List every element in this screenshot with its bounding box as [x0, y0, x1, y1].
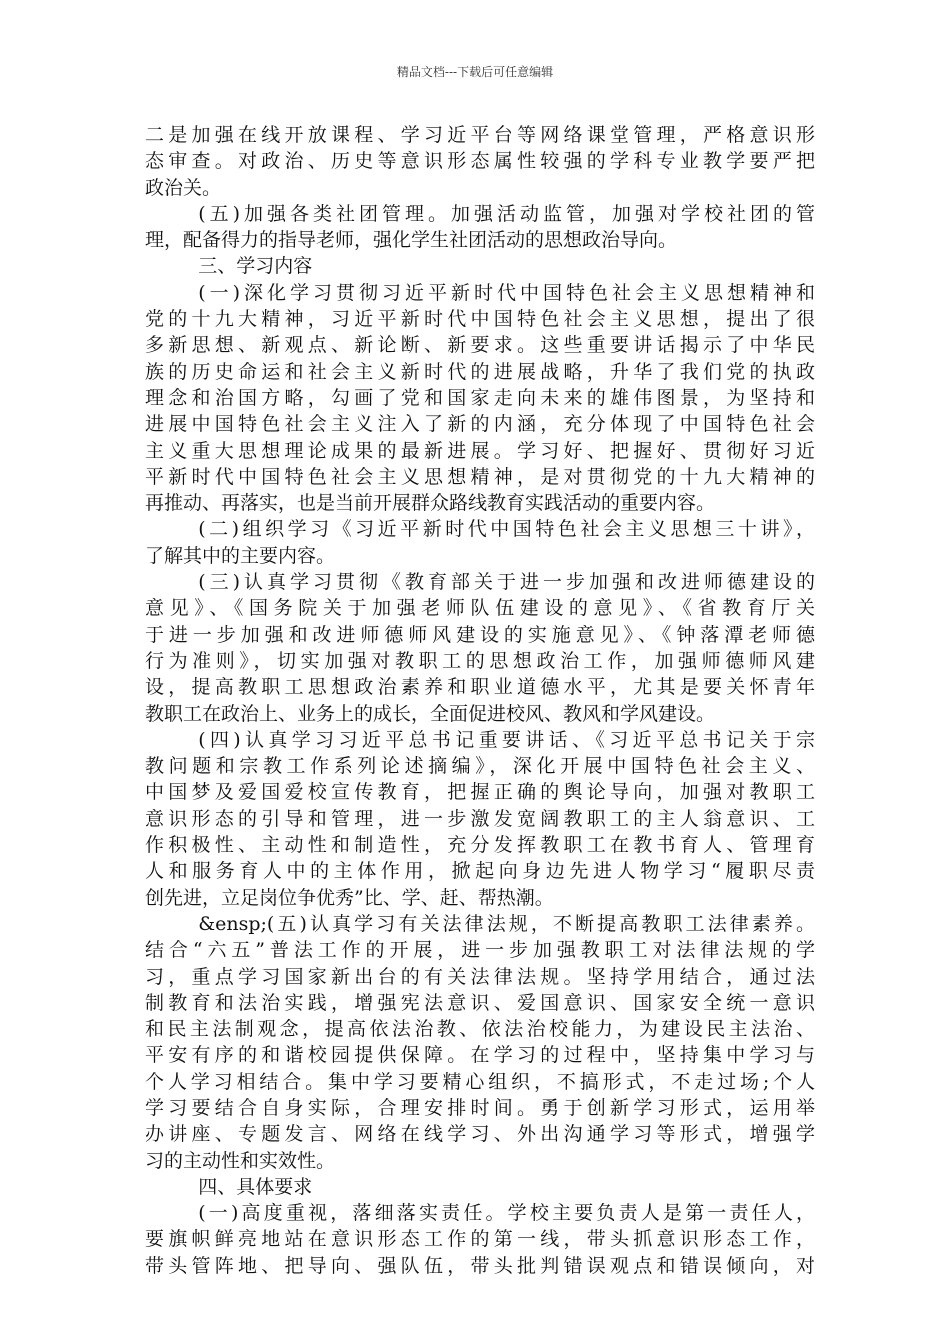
text-line: 创先进，立足岗位争优秀”比、学、赶、帮热潮。: [145, 886, 554, 909]
text-line: 要旗帜鲜亮地站在意识形态工作的第一线，带头抓意识形态工作，: [145, 1228, 815, 1251]
text-line: 行为准则》，切实加强对教职工的思想政治工作，加强师德师风建: [145, 649, 815, 672]
text-line: 再推动、再落实，也是当前开展群众路线教育实践活动的重要内容。: [145, 492, 716, 515]
text-line: 结合“六五”普法工作的开展，进一步加强教职工对法律法规的学: [145, 939, 815, 962]
text-line: 了解其中的主要内容。: [145, 544, 336, 567]
heading-text: 三、学习内容: [198, 255, 313, 278]
text-line: 党的十九大精神，习近平新时代中国特色社会主义思想，提出了很: [145, 308, 815, 331]
text-line: 制教育和法治实践，增强宪法意识、爱国意识、国家安全统一意识: [145, 991, 815, 1014]
text-line: 学习要结合自身实际，合理安排时间。勇于创新学习形式，运用举: [145, 1096, 815, 1119]
text-line: 设，提高教职工思想政治素养和职业道德水平，尤其是要关怀青年: [145, 676, 815, 699]
section-heading-specific-requirements: [145, 1174, 815, 1200]
text-line: 平新时代中国特色社会主义思想精神，是对贯彻党的十九大精神的: [145, 465, 815, 488]
text-line: 教问题和宗教工作系列论述摘编》，深化开展中国特色社会主义、: [145, 755, 815, 778]
text-line: (一)高度重视，落细落实责任。学校主要负责人是第一责任人，: [198, 1202, 815, 1225]
paragraph-study-item-1: [145, 280, 815, 517]
paragraph-requirement-item-1: [145, 1200, 815, 1279]
paragraph-study-item-3: [145, 569, 815, 727]
text-line: 习，重点学习国家新出台的有关法律法规。坚持学用结合，通过法: [145, 965, 815, 988]
text-line: 态审查。对政治、历史等意识形态属性较强的学科专业教学要严把: [145, 150, 815, 173]
text-line: 理念和治国方略，勾画了党和国家走向未来的雄伟图景，为坚持和: [145, 386, 815, 409]
text-line: 意识形态的引导和管理，进一步激发宽阔教职工的主人翁意识、工: [145, 807, 815, 830]
text-line: 个人学习相结合。集中学习要精心组织，不搞形式，不走过场;个人: [145, 1070, 815, 1093]
text-line: 族的历史命运和社会主义新时代的进展战略，升华了我们党的执政: [145, 360, 815, 383]
text-line: (五)加强各类社团管理。加强活动监管，加强对学校社团的管: [198, 202, 815, 225]
section-heading-study-content: [145, 253, 815, 279]
text-line: (一)深化学习贯彻习近平新时代中国特色社会主义思想精神和: [198, 281, 815, 304]
text-line: 二是加强在线开放课程、学习近平台等网络课堂管理，严格意识形: [145, 124, 815, 146]
text-line: 平安有序的和谐校园提供保障。在学习的过程中，坚持集中学习与: [145, 1044, 815, 1067]
text-line: 多新思想、新观点、新论断、新要求。这些重要讲话揭示了中华民: [145, 334, 815, 357]
text-line: 中国梦及爱国爱校宣传教育，把握正确的舆论导向，加强对教职工: [145, 781, 815, 804]
text-line: 于进一步加强和改进师德师风建设的实施意见》、《钟落潭老师德: [145, 623, 815, 646]
paragraph-study-item-4: [145, 727, 815, 911]
document-body: [145, 122, 815, 1279]
paragraph-study-item-5: [145, 911, 815, 1174]
text-line: 意见》、《国务院关于加强老师队伍建设的意见》、《省教育厅关: [145, 597, 815, 620]
text-line: &ensp;(五)认真学习有关法律法规，不断提高教职工法律素养。: [198, 912, 815, 935]
text-line: 作积极性、主动性和制造性，充分发挥教职工在教书育人、管理育: [145, 834, 815, 857]
text-line: 和民主法制观念，提高依法治教、依法治校能力，为建设民主法治、: [145, 1018, 815, 1041]
text-line: 进展中国特色社会主义注入了新的内涵，充分体现了中国特色社会: [145, 413, 815, 436]
paragraph-online-courses: [145, 122, 815, 201]
text-line: 带头管阵地、把导向、强队伍，带头批判错误观点和错误倾向，对: [145, 1254, 815, 1277]
paragraph-study-item-2: [145, 516, 815, 569]
text-line: 办讲座、专题发言、网络在线学习、外出沟通学习等形式，增强学: [145, 1123, 815, 1146]
text-line: 习的主动性和实效性。: [145, 1149, 336, 1172]
text-line: 理，配备得力的指导老师，强化学生社团活动的思想政治导向。: [145, 229, 678, 252]
heading-text: 四、具体要求: [198, 1175, 313, 1198]
text-line: (三)认真学习贯彻《教育部关于进一步加强和改进师德建设的: [198, 571, 815, 594]
text-line: (二)组织学习《习近平新时代中国特色社会主义思想三十讲》，: [198, 518, 815, 541]
text-line: (四)认真学习习近平总书记重要讲话、《习近平总书记关于宗: [198, 728, 815, 751]
text-line: 主义重大思想理论成果的最新进展。学习好、把握好、贯彻好习近: [145, 439, 815, 462]
text-line: 人和服务育人中的主体作用，掀起向身边先进人物学习“履职尽责: [145, 860, 815, 883]
paragraph-clubs: [145, 201, 815, 254]
page-header: 精品文档---下载后可任意编辑: [396, 65, 554, 79]
text-line: 教职工在政治上、业务上的成长，全面促进校风、教风和学风建设。: [145, 702, 716, 725]
text-line: 政治关。: [145, 176, 222, 199]
